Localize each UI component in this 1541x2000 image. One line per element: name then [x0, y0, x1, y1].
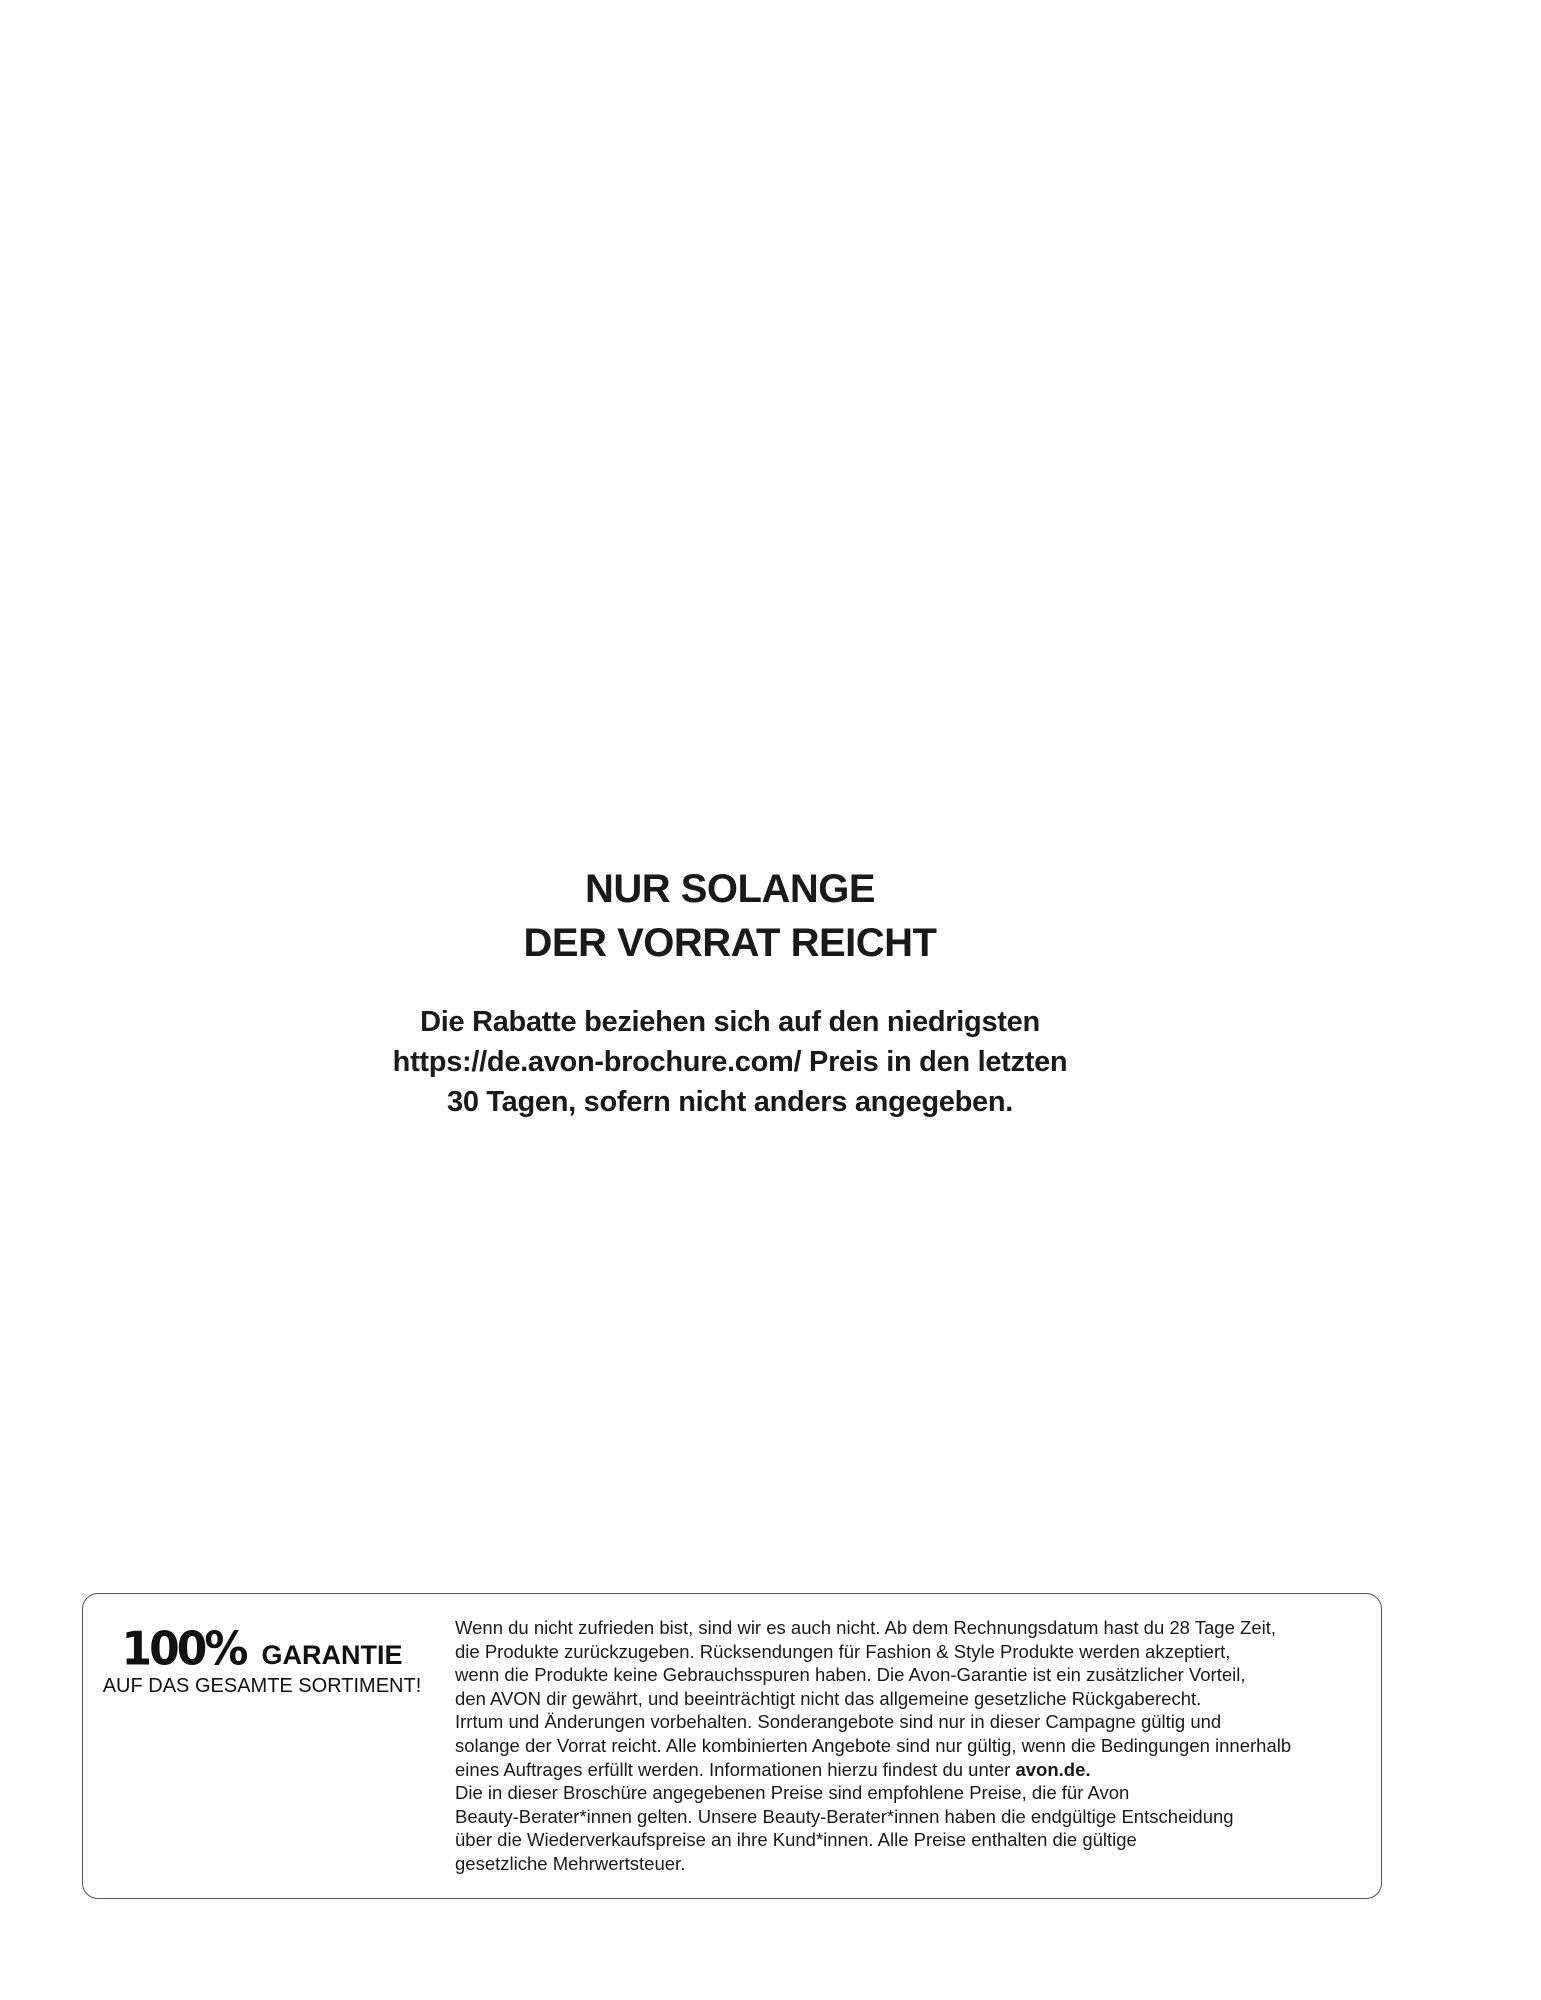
- terms-line: wenn die Produkte keine Gebrauchsspuren haben. Die Avon-Garantie ist ein zusätzlicher Vorteil,: [455, 1664, 1246, 1686]
- guarantee-box: [82, 1593, 1382, 1899]
- terms-line: die Produkte zurückzugeben. Rücksendungen für Fashion & Style Produkte werden akzeptiert,: [455, 1640, 1231, 1662]
- guarantee-badge: [97, 1624, 427, 1698]
- terms-line: Wenn du nicht zufrieden bist, sind wir es auch nicht. Ab dem Rechnungsdatum hast du 28 Tage Zeit,: [455, 1617, 1276, 1638]
- guarantee-title: [97, 1624, 427, 1675]
- avon-website-link[interactable]: avon.de.: [1015, 1758, 1091, 1780]
- guarantee-subtitle: AUF DAS GESAMTE SORTIMENT!: [102, 1675, 422, 1697]
- terms-line-with-link: [455, 1758, 1375, 1782]
- guarantee-terms: [455, 1616, 1375, 1876]
- headline-line-1: NUR SOLANGE: [584, 867, 876, 911]
- discount-note: [0, 1002, 1460, 1122]
- discount-note-line-2: https://de.avon-brochure.com/ Preis in den letzten: [392, 1046, 1068, 1078]
- terms-line: Die in dieser Broschüre angegebenen Preise sind empfohlene Preise, die für Avon: [455, 1782, 1130, 1804]
- terms-line-prefix: eines Auftrages erfüllt werden. Informationen hierzu findest du unter: [455, 1758, 1016, 1780]
- terms-line: den AVON dir gewährt, und beeinträchtigt nicht das allgemeine gesetzliche Rückgaberecht.: [455, 1687, 1202, 1709]
- guarantee-word: GARANTIE: [261, 1640, 403, 1670]
- terms-line: Irrtum und Änderungen vorbehalten. Sonderangebote sind nur in dieser Campagne gültig und: [455, 1711, 1222, 1733]
- discount-note-line-1: Die Rabatte beziehen sich auf den niedrigsten: [420, 1006, 1040, 1038]
- headline-line-2: DER VORRAT REICHT: [523, 921, 937, 965]
- terms-line: solange der Vorrat reicht. Alle kombinierten Angebote sind nur gültig, wenn die Bedingungen innerhalb: [455, 1734, 1292, 1756]
- terms-line: gesetzliche Mehrwertsteuer.: [455, 1852, 686, 1874]
- discount-note-line-3: 30 Tagen, sofern nicht anders angegeben.: [447, 1086, 1013, 1118]
- terms-line: Beauty-Berater*innen gelten. Unsere Beauty-Berater*innen haben die endgültige Entscheidung: [455, 1805, 1234, 1827]
- guarantee-percent: 100%: [121, 1622, 246, 1677]
- terms-line: über die Wiederverkaufspreise an ihre Kund*innen. Alle Preise enthalten die gültige: [455, 1829, 1137, 1851]
- headline: [0, 862, 1460, 970]
